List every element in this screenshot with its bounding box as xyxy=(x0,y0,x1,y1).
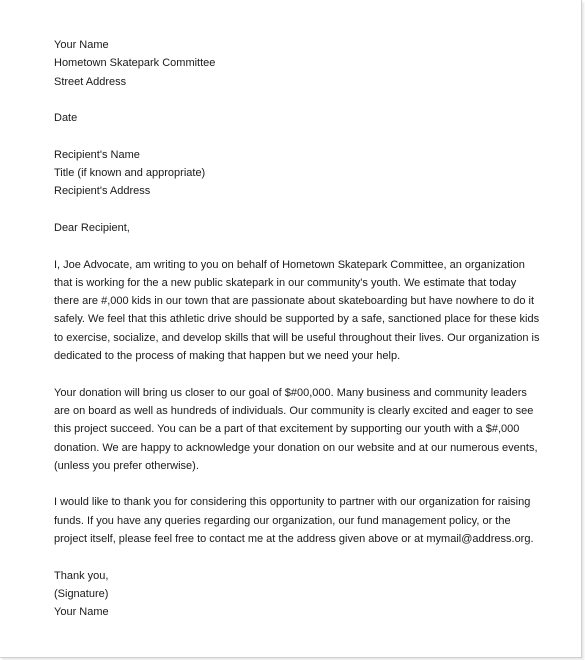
paragraph-line: to exercise, socialize, and develop skills that will be useful throughout their lives. Our organization is xyxy=(54,331,540,344)
recipient-title: Title (if known and appropriate) xyxy=(54,167,206,180)
paragraph-line: are on board as well as hundreds of individuals. Our community is clearly excited and eager to see xyxy=(54,404,534,417)
letter-date: Date xyxy=(54,112,78,125)
letter-body xyxy=(54,36,540,622)
paragraph-line: there are #,000 kids in our town that are passionate about skateboarding but have nowhere to do it xyxy=(54,295,535,308)
paragraph-line: I, Joe Advocate, am writing to you on behalf of Hometown Skatepark Committee, an organization xyxy=(54,258,525,271)
recipient-block xyxy=(54,146,534,201)
paragraph-line: project itself, please feel free to contact me at the address given above or at mymail@address.org. xyxy=(54,533,534,546)
paragraph-line: donation. We are happy to acknowledge your donation on our website and at our numerous events, xyxy=(54,441,538,454)
paragraph-line: this project succeed. You can be a part of that excitement by supporting our youth with a $#,000 xyxy=(54,423,520,436)
paragraph-line: that is working for the a new public skatepark in our community's youth. We estimate that today xyxy=(54,276,517,289)
paragraph-thanks xyxy=(54,493,534,548)
salutation-block xyxy=(54,219,534,237)
date-block xyxy=(54,109,534,127)
paragraph-line: Your donation will bring us closer to our goal of $#00,000. Many business and community leaders xyxy=(54,386,527,399)
recipient-address: Recipient's Address xyxy=(54,185,151,198)
paragraph-line: (unless you prefer otherwise). xyxy=(54,459,199,472)
closing-name: Your Name xyxy=(54,606,109,619)
paragraph-line: I would like to thank you for considering this opportunity to partner with our organization for raising xyxy=(54,496,531,509)
valediction: Thank you, xyxy=(54,569,109,582)
paragraph-donation xyxy=(54,384,538,475)
sender-address: Street Address xyxy=(54,75,127,88)
sender-name: Your Name xyxy=(54,39,109,51)
paragraph-line: safely. We feel that this athletic drive should be supported by a safe, sanctioned place for these kids xyxy=(54,313,540,326)
paragraph-intro xyxy=(54,256,540,366)
paragraph-line: dedicated to the process of making that happen but we need your help. xyxy=(54,350,401,363)
recipient-name: Recipient's Name xyxy=(54,148,140,161)
sender-organization: Hometown Skatepark Committee xyxy=(54,57,216,70)
sender-block xyxy=(54,36,534,91)
signature: (Signature) xyxy=(54,587,109,600)
paragraph-line: funds. If you have any queries regarding our organization, our fund management policy, or the xyxy=(54,514,511,527)
salutation: Dear Recipient, xyxy=(54,221,130,234)
closing-block xyxy=(54,567,534,622)
